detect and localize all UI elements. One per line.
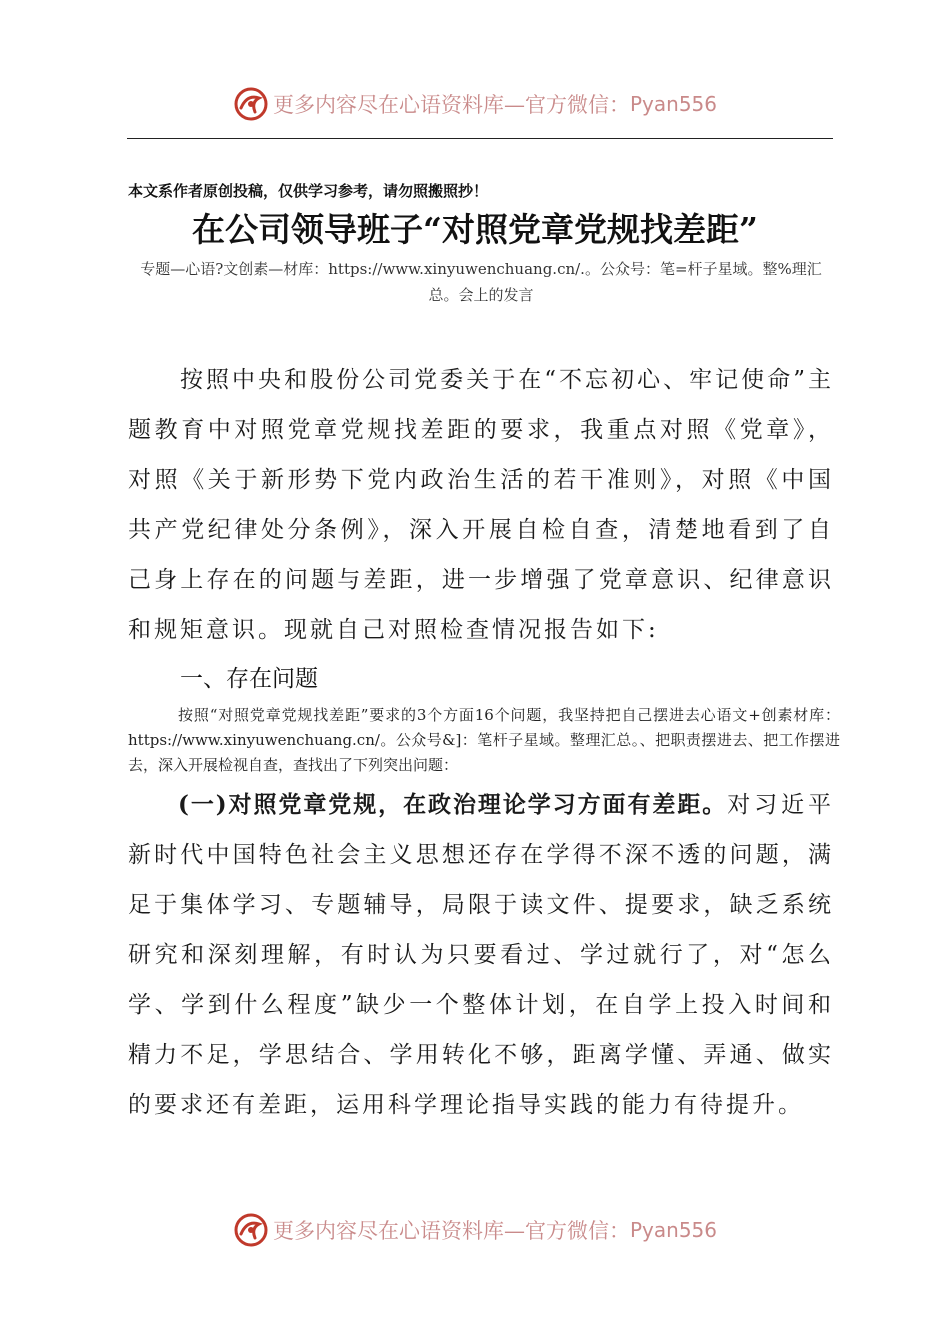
paragraph-section-intro: 按照“对照党章党规找差距”要求的3个方面16个问题，我坚持把自己摆进去心语文+创素材库：https://www.xinyuwenchuang.cn/。公众号&]：笔杆子星域。整理汇总。、把职责摆进去、把工作摆进去，深入开展检视自查，查找出了下列突出问题：: [128, 706, 840, 774]
footer-banner-wechat-id: Pyan556: [629, 1218, 717, 1242]
header-rule: [127, 138, 833, 139]
swirl-seal-icon: [233, 86, 269, 122]
point-one-lead: (一)对照党章党规，在政治理论学习方面有差距。: [178, 791, 728, 818]
swirl-seal-icon: [233, 1212, 269, 1248]
disclaimer: 本文系作者原创投稿，仅供学习参考，请勿照搬照抄！: [128, 182, 489, 200]
section-heading: 一、存在问题: [180, 666, 318, 692]
document-subtitle: 专题—心语?文创素—材库：https://www.xinyuwenchuang.cn/.。公众号：笔=杆子星域。整%理汇总。会上的发言: [140, 260, 822, 304]
point-one-text: 对习近平新时代中国特色社会主义思想还存在学得不深不透的问题，满足于集体学习、专题辅导，局限于读文件、提要求，缺乏系统研究和深刻理解，有时认为只要看过、学过就行了，对“怎么学、学到什么程度”缺少一个整体计划，在自学上投入时间和精力不足，学思结合、学用转化不够，距离学懂、弄通、做实的要求还有差距，运用科学理论指导实践的能力有待提升。: [128, 792, 834, 1118]
paragraph-point-one: [128, 780, 834, 1130]
banner-text: 更多内容尽在心语资料库—官方微信：: [272, 93, 630, 117]
document-title: 在公司领导班子“对照党章党规找差距”: [192, 210, 758, 249]
banner-wechat-id: Pyan556: [629, 92, 717, 116]
paragraph-intro: 按照中央和股份公司党委关于在“不忘初心、牢记使命”主题教育中对照党章党规找差距的要求，我重点对照《党章》，对照《关于新形势下党内政治生活的若干准则》，对照《中国共产党纪律处分条例》，深入开展自检自查，清楚地看到了自己身上存在的问题与差距，进一步增强了党章意识、纪律意识和规矩意识。现就自己对照检查情况报告如下:: [128, 367, 834, 643]
header-banner: [0, 84, 950, 124]
footer-banner-text: 更多内容尽在心语资料库—官方微信：: [272, 1219, 630, 1243]
footer-banner: [0, 1210, 950, 1250]
